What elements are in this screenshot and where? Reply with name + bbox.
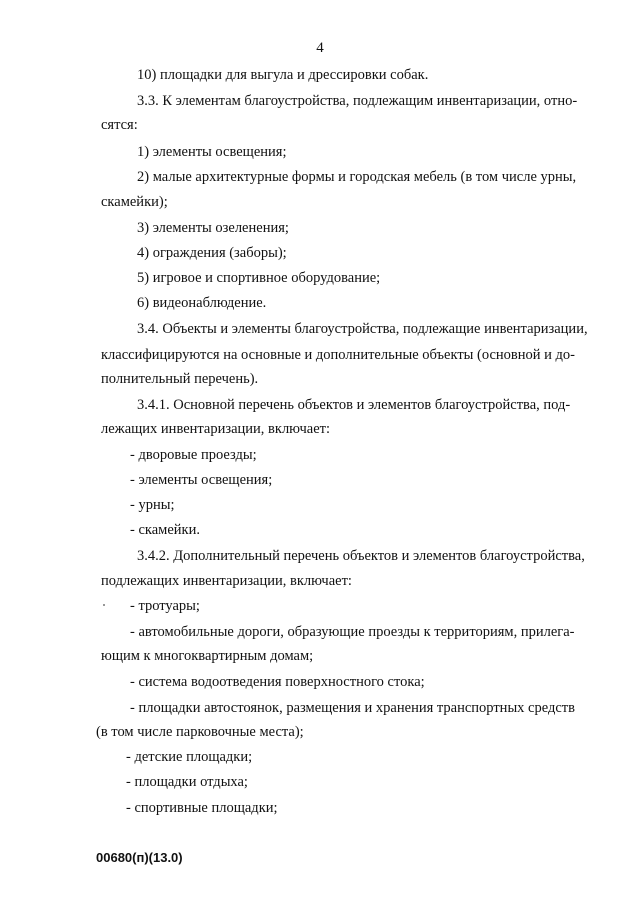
list-item: - автомобильные дороги, образующие проезды к территориям, прилега- bbox=[130, 624, 575, 640]
text-line: 3.4. Объекты и элементы благоустройства, подлежащие инвентаризации, bbox=[137, 321, 588, 337]
list-item: - спортивные площадки; bbox=[126, 800, 278, 816]
list-item: - площадки автостоянок, размещения и хранения транспортных средств bbox=[130, 700, 575, 716]
text-line: лежащих инвентаризации, включает: bbox=[101, 421, 330, 437]
text-line: классифицируются на основные и дополнительные объекты (основной и до- bbox=[101, 347, 575, 363]
list-item: - элементы освещения; bbox=[130, 472, 273, 488]
text-line: 10) площадки для выгула и дрессировки собак. bbox=[137, 67, 429, 83]
list-item: - скамейки. bbox=[130, 522, 200, 538]
scan-speck bbox=[103, 604, 105, 606]
document-code: 00680(п)(13.0) bbox=[96, 850, 183, 865]
text-line: (в том числе парковочные места); bbox=[96, 724, 304, 740]
text-line: скамейки); bbox=[101, 194, 168, 210]
list-item: - тротуары; bbox=[130, 598, 200, 614]
list-item: - дворовые проезды; bbox=[130, 447, 257, 463]
list-item: - детские площадки; bbox=[126, 749, 253, 765]
text-line: сятся: bbox=[101, 117, 138, 133]
list-item: - площадки отдыха; bbox=[126, 774, 248, 790]
text-line: 1) элементы освещения; bbox=[137, 144, 287, 160]
text-line: 3.4.1. Основной перечень объектов и элементов благоустройства, под- bbox=[137, 397, 571, 413]
text-line: 3.4.2. Дополнительный перечень объектов и элементов благоустройства, bbox=[137, 548, 585, 564]
text-line: 3) элементы озеленения; bbox=[137, 220, 289, 236]
text-line: 4) ограждения (заборы); bbox=[137, 245, 287, 261]
page-number: 4 bbox=[316, 40, 324, 56]
text-line: 5) игровое и спортивное оборудование; bbox=[137, 270, 381, 286]
text-line: подлежащих инвентаризации, включает: bbox=[101, 573, 352, 589]
text-line: 2) малые архитектурные формы и городская мебель (в том числе урны, bbox=[137, 169, 577, 185]
text-line: полнительный перечень). bbox=[101, 371, 259, 387]
list-item: - урны; bbox=[130, 497, 175, 513]
text-line: ющим к многоквартирным домам; bbox=[101, 648, 314, 664]
text-line: 3.3. К элементам благоустройства, подлежащим инвентаризации, отно- bbox=[137, 93, 578, 109]
text-line: 6) видеонаблюдение. bbox=[137, 295, 267, 311]
list-item: - система водоотведения поверхностного стока; bbox=[130, 674, 425, 690]
